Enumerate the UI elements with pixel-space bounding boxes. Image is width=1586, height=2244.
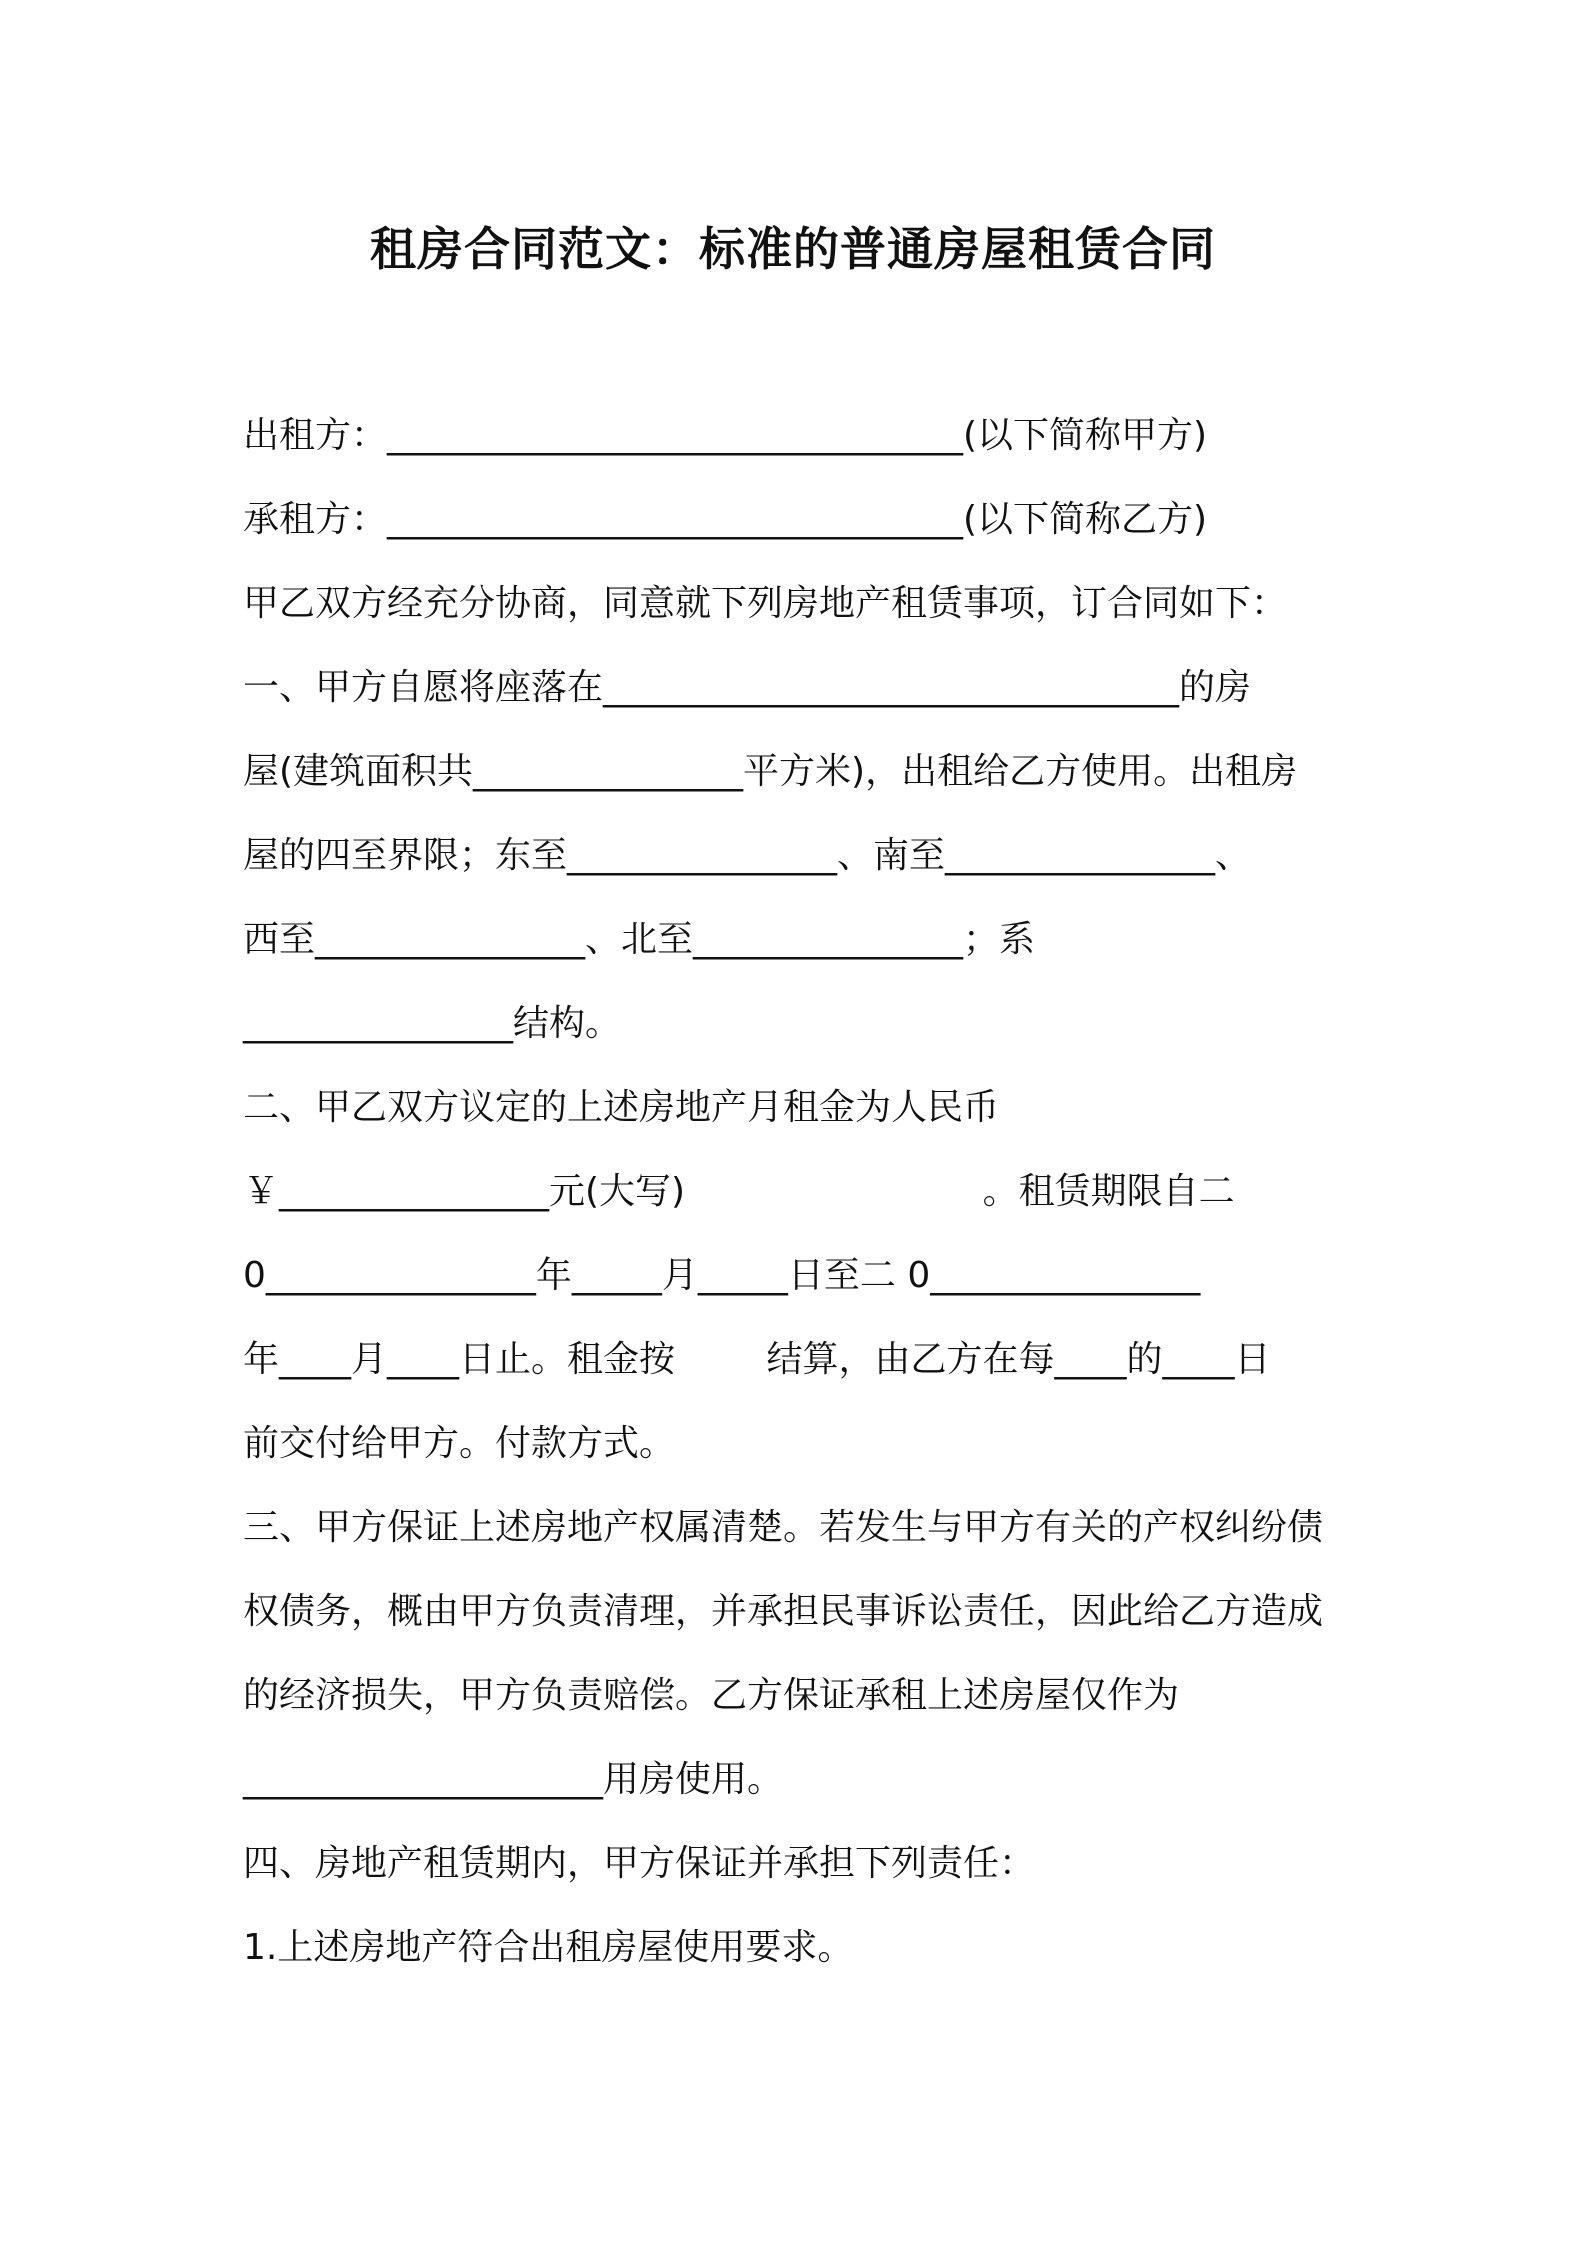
lessor-line: 出租方：________________________________(以下简称甲方) [243,415,1208,456]
clause-3-line-3: 的经济损失，甲方负责赔偿。乙方保证承租上述房屋仅作为 [243,1675,1180,1716]
clause-2-line-3: 0_______________年_____月_____日至二 0_______________ [243,1255,1201,1296]
clause-2-line-1: 二、甲乙双方议定的上述房地产月租金为人民币 [243,1087,1000,1128]
lessee-line: 承租方：________________________________(以下简称乙方) [243,499,1208,540]
document-title: 租房合同范文：标准的普通房屋租赁合同 [370,222,1216,276]
clause-4-item-1: 1.上述房地产符合出租房屋使用要求。 [243,1927,854,1968]
clause-1-line-2: 屋(建筑面积共_______________平方米)，出租给乙方使用。出租房 [243,751,1298,792]
clause-1-line-3: 屋的四至界限；东至_______________、南至_______________、 [243,835,1252,876]
clause-3-line-1: 三、甲方保证上述房地产权属清楚。若发生与甲方有关的产权纠纷债 [243,1507,1324,1548]
intro-line: 甲乙双方经充分协商，同意就下列房地产租赁事项，订合同如下： [243,583,1288,624]
clause-1-line-4: 西至_______________、北至_______________；系 [243,919,1036,960]
clause-1-line-1: 一、甲方自愿将座落在________________________________的房 [243,667,1252,708]
clause-2-line-4: 年____月____日止。租金按 结算，由乙方在每____的____日 [243,1339,1271,1380]
clause-2-line-5: 前交付给甲方。付款方式。 [243,1423,676,1464]
clause-4-line-1: 四、房地产租赁期内，甲方保证并承担下列责任： [243,1843,1036,1884]
clause-3-line-2: 权债务，概由甲方负责清理，并承担民事诉讼责任，因此给乙方造成 [243,1591,1324,1632]
clause-3-line-4: ____________________用房使用。 [243,1759,784,1800]
clause-2-line-2: ￥_______________元(大写) 。租赁期限自二 [243,1171,1235,1212]
clause-1-line-5: _______________结构。 [243,1003,622,1044]
